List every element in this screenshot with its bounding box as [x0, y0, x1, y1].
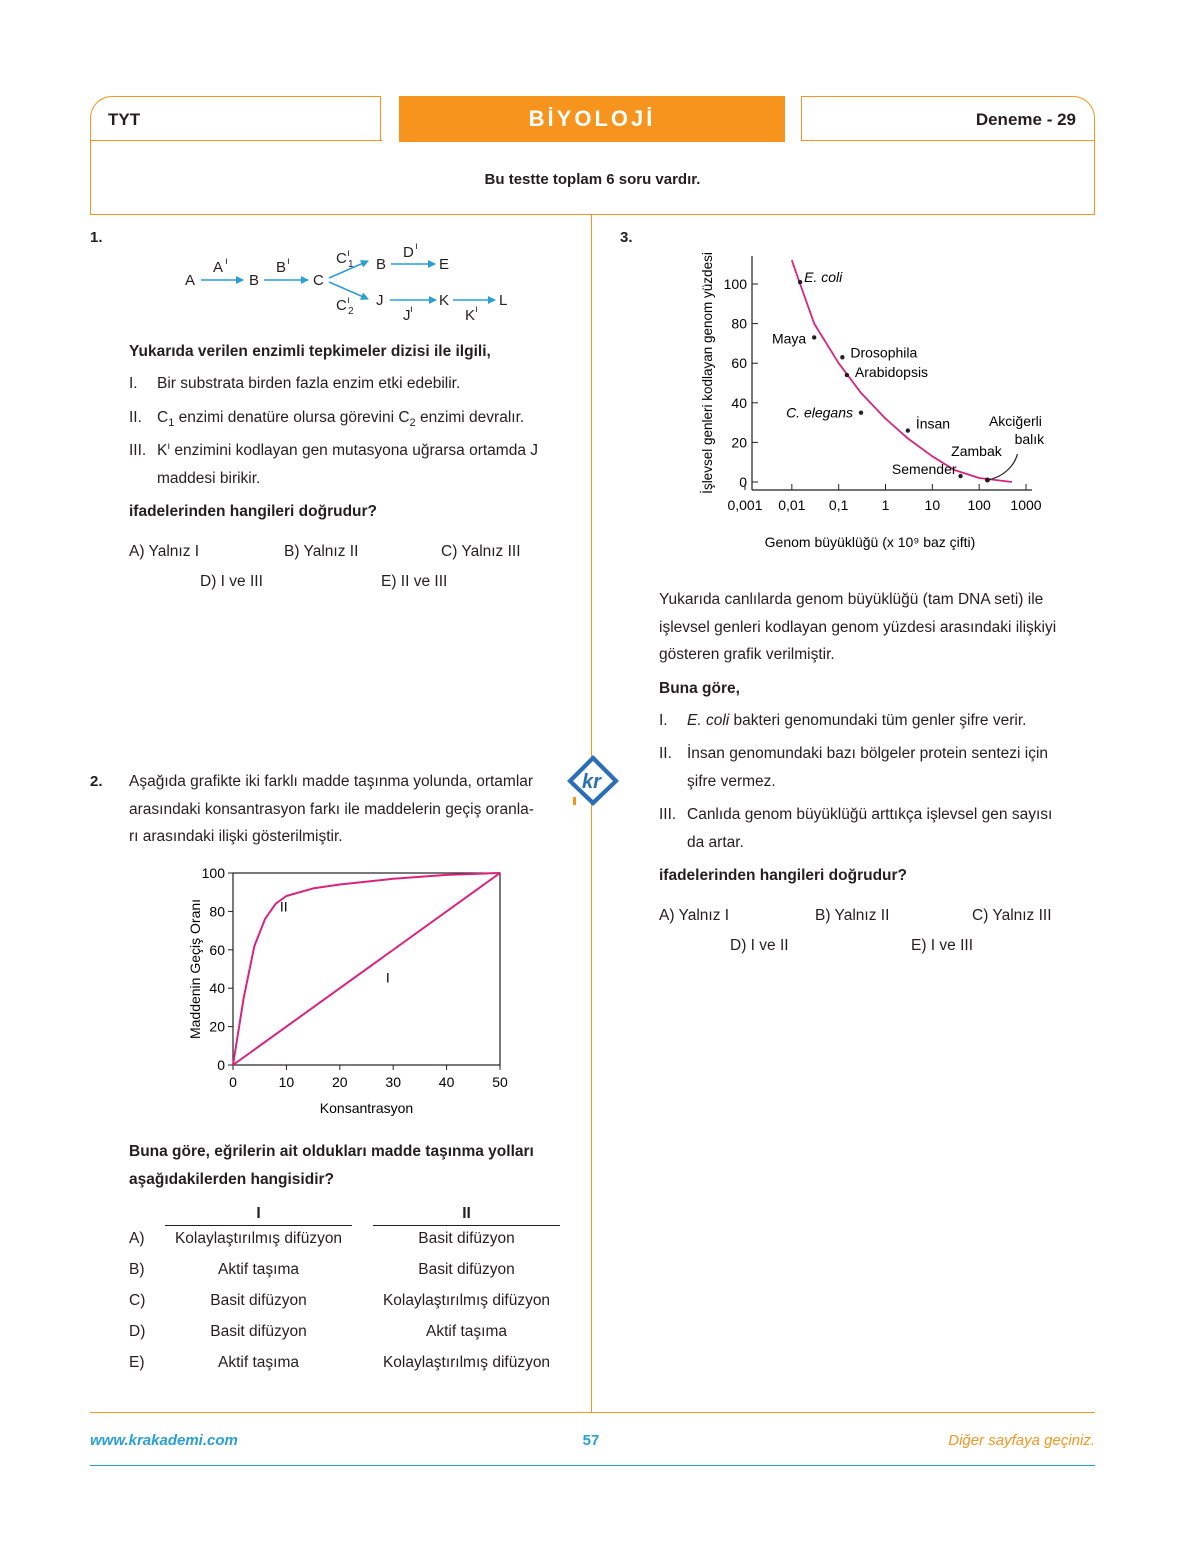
q1-enzyme-c2: C	[336, 297, 347, 314]
q1-item-1: I. Bir substrata birden fazla enzim etki edebilir.	[129, 375, 461, 392]
q3-point-label: Zambak	[951, 443, 1002, 460]
q1-item-3: III. $K^ı$ enzimini kodlayan gen mutasyona uğrarsa ortamda J maddesi birikir.	[129, 440, 539, 487]
q2-y-tick-label: 40	[209, 980, 225, 997]
q3-y-tick-label: 40	[731, 394, 747, 411]
q3-y-tick-label: 60	[731, 355, 747, 372]
q1-enzyme-d-sup: ı	[415, 241, 418, 252]
column-divider	[591, 215, 592, 1412]
q3-point-marker	[906, 428, 910, 432]
q3-point-label: Drosophila	[850, 344, 918, 361]
q3-item-1: I. E. coli bakteri genomundaki tüm genler şifre verir.	[659, 712, 1027, 729]
exam-type: TYT	[108, 110, 141, 129]
q2-y-tick-label: 20	[209, 1018, 225, 1035]
q3-item-3: III. Canlıda genom büyüklüğü arttıkça işlevsel gen sayısı da artar.	[659, 806, 1053, 851]
q1-enzyme-k: K	[465, 307, 476, 324]
q3-point-label: İnsan	[915, 415, 951, 432]
q2-cell-i: Basit difüzyon	[210, 1323, 307, 1340]
q3-point-marker	[798, 280, 802, 284]
q1-enzyme-c2-sub: 2	[348, 306, 354, 317]
q3-x-tick-label: 0,01	[778, 497, 806, 513]
q2-x-axis-label: Konsantrasyon	[319, 1100, 414, 1116]
q3-option-c[interactable]: C) Yalnız III	[972, 907, 1052, 924]
q3-chart	[690, 228, 1090, 558]
q2-cell-i: Basit difüzyon	[210, 1292, 307, 1309]
q2-col-rule-ii	[373, 1225, 560, 1226]
q3-x-tick-label: 1	[881, 497, 890, 513]
q1-enzyme-c2-sup: ı	[347, 295, 350, 306]
q3-option-d[interactable]: D) I ve II	[730, 937, 789, 954]
q3-x-tick-label: 10	[924, 497, 941, 513]
q1-option-c[interactable]: C) Yalnız III	[441, 543, 521, 560]
q3-point-marker	[958, 474, 962, 478]
q2-series-ii-label: II	[279, 898, 288, 915]
q3-x-tick-label: 0,1	[828, 497, 849, 513]
q2-chart	[180, 858, 520, 1118]
page-number: 57	[582, 1432, 600, 1449]
q3-point-label: Semender	[891, 461, 957, 478]
q3-item-2: II. İnsan genomundaki bazı bölgeler protein sentezi için şifre vermez.	[659, 745, 1049, 790]
q3-point-label: Akciğerli	[988, 413, 1042, 430]
q3-point-marker	[845, 373, 849, 377]
q1-substrate-k: K	[439, 292, 450, 309]
q2-y-tick-label: 0	[217, 1057, 225, 1073]
q1-option-a[interactable]: A) Yalnız I	[129, 543, 200, 560]
q2-y-tick-label: 60	[209, 941, 225, 958]
q3-point-label: Arabidopsis	[854, 364, 929, 381]
footer-website-link[interactable]: www.krakademi.com	[90, 1432, 238, 1449]
q2-x-tick-label: 0	[229, 1074, 237, 1090]
q3-x-axis-label: Genom büyüklüğü (x 10⁹ baz çifti)	[764, 534, 976, 550]
publisher-logo	[565, 753, 621, 808]
q2-cell-ii: Kolaylaştırılmış difüzyon	[382, 1292, 551, 1309]
q3-point-label: E. coli	[804, 269, 843, 286]
q2-cell-ii: Aktif taşıma	[426, 1323, 507, 1340]
q3-point-label: C. elegans	[786, 404, 854, 421]
q2-y-axis-label: Maddenin Geçiş Oranı	[187, 898, 203, 1040]
subject-title: BİYOLOJİ	[399, 96, 785, 142]
q3-option-e[interactable]: E) I ve III	[911, 937, 974, 954]
q2-x-tick-label: 30	[385, 1074, 401, 1090]
q2-option-label[interactable]: A)	[129, 1230, 145, 1247]
q3-lead: Buna göre,	[659, 680, 740, 697]
q1-number: 1.	[90, 229, 103, 246]
q1-stem: Yukarıda verilen enzimli tepkimeler dizisi ile ilgili,	[129, 343, 491, 360]
q2-question: Buna göre, eğrilerin ait oldukları madde taşınma yolları aşağıdakilerden hangisidir?	[129, 1143, 534, 1188]
q1-option-b[interactable]: B) Yalnız II	[284, 543, 359, 560]
q2-col-header-i: I	[256, 1205, 261, 1222]
q2-stem: Aşağıda grafikte iki farklı madde taşınma yolunda, ortamlar arasındaki konsantrasyon farkı ile maddelerin geçiş oranla- rı arasındaki ilişki gösterilmiştir.	[129, 773, 534, 846]
q1-enzyme-b-sup: ı	[287, 256, 290, 267]
q1-enzyme-c1-sub: 1	[348, 259, 354, 270]
q2-col-rule-i	[165, 1225, 352, 1226]
q2-y-tick-label: 100	[201, 865, 225, 881]
q3-y-axis-label: İşlevsel genleri kodlayan genom yüzdesi	[700, 252, 715, 494]
q2-x-tick-label: 20	[332, 1074, 348, 1090]
q1-product-e: E	[439, 256, 450, 273]
q2-col-header-ii: II	[462, 1205, 471, 1222]
q2-x-tick-label: 40	[438, 1074, 455, 1090]
q2-cell-i: Kolaylaştırılmış difüzyon	[174, 1230, 343, 1247]
q1-item-2: II. $C_1$ enzimi denatüre olursa görevini $C_2$ enzimi devralır.	[129, 409, 525, 430]
q1-substrate-a: A	[185, 272, 196, 289]
footer-bottom-rule	[90, 1465, 1095, 1466]
q1-product-l: L	[499, 292, 508, 309]
q2-cell-i: Aktif taşıma	[218, 1354, 299, 1371]
q3-x-tick-label: 1000	[1010, 497, 1042, 513]
q2-number: 2.	[90, 773, 103, 790]
header-left-divider	[380, 96, 381, 141]
q1-option-d[interactable]: D) I ve III	[200, 573, 263, 590]
q1-substrate-c: C	[313, 272, 324, 289]
q1-substrate-j: J	[376, 292, 384, 309]
q2-x-tick-label: 50	[492, 1074, 508, 1090]
q3-point-marker	[840, 355, 844, 359]
q1-enzyme-b: B	[276, 259, 287, 276]
q1-option-e[interactable]: E) II ve III	[381, 573, 448, 590]
q3-point-label: balık	[1014, 431, 1045, 448]
q1-enzyme-c1: C	[336, 250, 347, 267]
q2-y-tick-label: 80	[209, 903, 225, 920]
q1-enzyme-a-sup: ı	[225, 256, 228, 267]
q3-option-b[interactable]: B) Yalnız II	[815, 907, 890, 924]
q2-option-label[interactable]: D)	[129, 1323, 146, 1340]
footer-top-rule	[90, 1412, 1095, 1413]
q2-cell-ii: Basit difüzyon	[418, 1230, 515, 1247]
q2-cell-ii: Basit difüzyon	[418, 1261, 515, 1278]
header-right-divider	[801, 96, 802, 141]
q2-option-label[interactable]: E)	[129, 1354, 145, 1371]
q2-x-tick-label: 10	[278, 1074, 295, 1090]
q1-enzyme-c1-sup: ı	[347, 248, 350, 259]
next-page-note: Diğer sayfaya geçiniz.	[948, 1432, 1095, 1449]
q1-enzyme-j: J	[403, 307, 411, 324]
q1-enzyme-j-sup: ı	[410, 304, 413, 315]
q3-y-tick-label: 80	[731, 315, 747, 332]
q3-option-a[interactable]: A) Yalnız I	[659, 907, 730, 924]
q3-x-tick-label: 0,001	[727, 497, 763, 513]
q2-option-label[interactable]: B)	[129, 1261, 145, 1278]
q3-number: 3.	[620, 229, 633, 246]
q1-enzyme-d: D	[403, 244, 414, 261]
q3-point-marker	[812, 335, 816, 339]
svg-text:kr: kr	[582, 771, 601, 793]
q3-y-tick-label: 20	[731, 434, 747, 451]
q2-option-label[interactable]: C)	[129, 1292, 146, 1309]
q3-point-label: Maya	[771, 330, 807, 347]
q1-substrate-b2: B	[376, 256, 387, 273]
q3-stem: Yukarıda canlılarda genom büyüklüğü (tam DNA seti) ile işlevsel genleri kodlayan genom yüzdesi arasındaki ilişkiyi gösteren grafik verilmiştir.	[659, 591, 1057, 664]
q1-enzyme-a: A	[213, 259, 224, 276]
q2-cell-ii: Kolaylaştırılmış difüzyon	[382, 1354, 551, 1371]
test-number: Deneme - 29	[975, 110, 1076, 129]
q2-cell-i: Aktif taşıma	[218, 1261, 299, 1278]
q3-question: ifadelerinden hangileri doğrudur?	[659, 867, 908, 884]
q3-point-marker	[859, 411, 863, 415]
q2-series-i-line	[233, 873, 500, 1065]
q1-question: ifadelerinden hangileri doğrudur?	[129, 503, 378, 520]
q2-series-i-label: I	[385, 969, 390, 986]
q1-enzyme-k-sup: ı	[475, 304, 478, 315]
q1-substrate-b: B	[249, 272, 260, 289]
q3-x-tick-label: 100	[967, 497, 991, 513]
q3-y-tick-label: 0	[739, 474, 747, 490]
q1-reaction-diagram	[175, 240, 535, 325]
info-text: Bu testte toplam 6 soru vardır.	[484, 171, 701, 188]
q3-y-tick-label: 100	[723, 276, 747, 292]
